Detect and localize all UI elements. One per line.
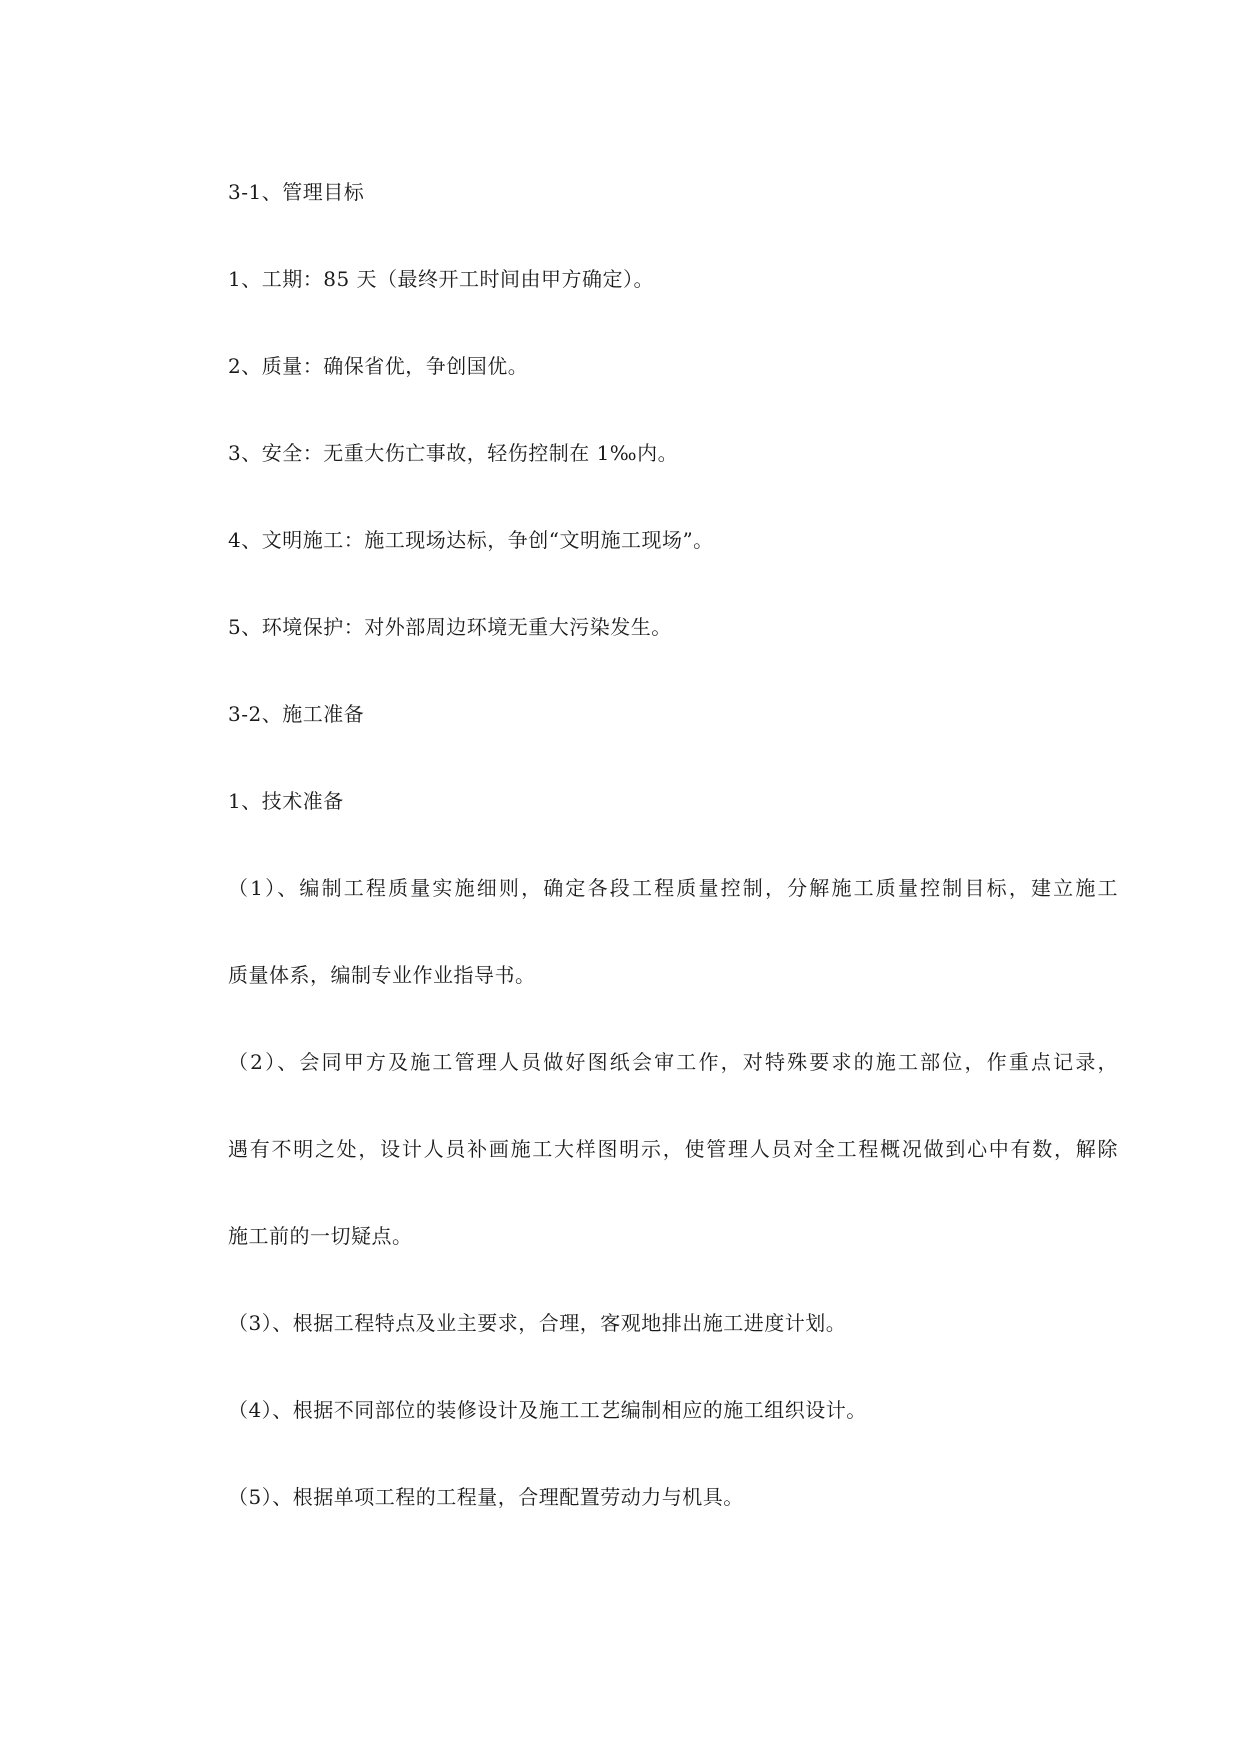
paragraph-1-line-2: 质量体系，编制专业作业指导书。 bbox=[228, 963, 536, 987]
section-heading-3-2: 3-2、施工准备 bbox=[228, 702, 365, 726]
paragraph-2-line-3: 施工前的一切疑点。 bbox=[228, 1224, 413, 1248]
paragraph-3: （3）、根据工程特点及业主要求，合理，客观地排出施工进度计划。 bbox=[228, 1311, 847, 1335]
subheading-technical-prep: 1、技术准备 bbox=[228, 789, 344, 813]
goal-schedule: 1、工期：85 天（最终开工时间由甲方确定）。 bbox=[228, 267, 655, 291]
goal-civilized-construction: 4、文明施工：施工现场达标，争创“文明施工现场”。 bbox=[228, 528, 714, 552]
paragraph-4: （4）、根据不同部位的装修设计及施工工艺编制相应的施工组织设计。 bbox=[228, 1398, 867, 1422]
paragraph-2-line-2: 遇有不明之处，设计人员补画施工大样图明示，使管理人员对全工程概况做到心中有数，解除 bbox=[228, 1137, 1118, 1161]
goal-environment: 5、环境保护：对外部周边环境无重大污染发生。 bbox=[228, 615, 672, 639]
paragraph-5: （5）、根据单项工程的工程量，合理配置劳动力与机具。 bbox=[228, 1485, 744, 1509]
section-heading-3-1: 3-1、管理目标 bbox=[228, 180, 365, 204]
goal-safety: 3、安全：无重大伤亡事故，轻伤控制在 1‰内。 bbox=[228, 441, 679, 465]
paragraph-1-line-1: （1）、编制工程质量实施细则，确定各段工程质量控制，分解施工质量控制目标，建立施工 bbox=[228, 876, 1118, 900]
paragraph-2-line-1: （2）、会同甲方及施工管理人员做好图纸会审工作，对特殊要求的施工部位，作重点记录， bbox=[228, 1050, 1118, 1074]
goal-quality: 2、质量：确保省优，争创国优。 bbox=[228, 354, 529, 378]
